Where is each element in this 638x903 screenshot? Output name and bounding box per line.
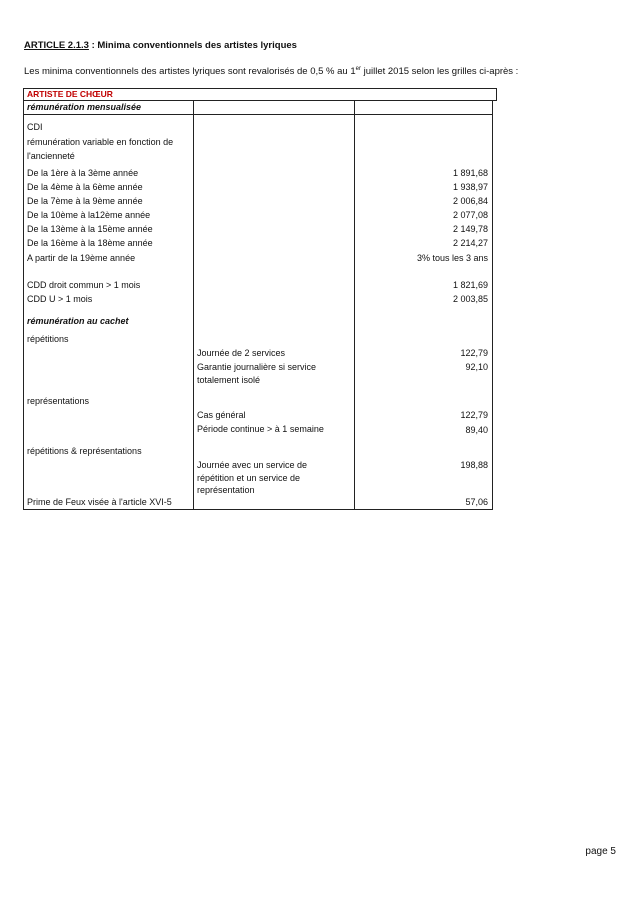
repetition-desc: Journée de 2 services — [197, 348, 286, 358]
page-number: page 5 — [585, 846, 616, 857]
cdd-common-label: CDD droit commun > 1 mois — [27, 280, 141, 290]
representation-desc: Période continue > à 1 semaine — [197, 424, 324, 434]
article-title: : Minima conventionnels des artistes lyriques — [88, 40, 297, 51]
rep-and-rep-desc: Journée avec un service de répétition et un service de représentation — [197, 460, 308, 495]
representation-value: 122,79 — [460, 410, 488, 420]
repetition-value: 122,79 — [460, 348, 488, 358]
seniority-label: De la 10ème à la12ème année — [27, 210, 151, 220]
column-divider — [193, 100, 194, 509]
row-divider — [24, 114, 492, 115]
seniority-value: 2 077,08 — [452, 210, 488, 220]
seniority-value: 2 149,78 — [452, 224, 488, 234]
prime-label: Prime de Feux visée à l'article XVI-5 — [27, 497, 172, 507]
from-19-value: 3% tous les 3 ans — [416, 253, 488, 263]
article-number: ARTICLE 2.1.3 — [24, 40, 89, 51]
seniority-value: 2 006,84 — [452, 196, 488, 206]
cdi-description: rémunération variable en fonction de l'ancienneté — [27, 137, 174, 161]
intro-sup: er — [355, 65, 361, 72]
cddu-label: CDD U > 1 mois — [27, 294, 93, 304]
repetition-desc: Garantie journalière si service totalement isolé — [197, 362, 317, 385]
cdi-label: CDI — [27, 122, 43, 132]
seniority-label: De la 7ème à la 9ème année — [27, 196, 143, 206]
salary-table — [23, 100, 493, 510]
seniority-label: De la 13ème à la 15ème année — [27, 224, 153, 234]
rep-and-rep-value: 198,88 — [460, 460, 488, 470]
intro-paragraph — [24, 66, 518, 77]
repetition-value: 92,10 — [465, 362, 488, 372]
representations-label: représentations — [27, 396, 90, 406]
seniority-label: De la 1ère à la 3ème année — [27, 168, 139, 178]
cddu-value: 2 003,85 — [452, 294, 488, 304]
prime-value: 57,06 — [465, 497, 488, 507]
representation-value: 89,40 — [465, 425, 488, 435]
seniority-label: De la 16ème à la 18ème année — [27, 238, 153, 248]
rep-and-rep-label: répétitions & représentations — [27, 446, 142, 456]
table-title: ARTISTE DE CHŒUR — [23, 88, 497, 101]
column-divider — [354, 100, 355, 509]
cdd-common-value: 1 821,69 — [452, 280, 488, 290]
seniority-value: 2 214,27 — [452, 238, 488, 248]
seniority-value: 1 891,68 — [452, 168, 488, 178]
intro-text: Les minima conventionnels des artistes lyriques sont revalorisés de 0,5 % au 1 — [24, 66, 356, 77]
intro-text-end: juillet 2015 selon les grilles ci-après : — [360, 66, 519, 77]
seniority-label: De la 4ème à la 6ème année — [27, 182, 143, 192]
from-19-label: A partir de la 19ème année — [27, 253, 136, 263]
representation-desc: Cas général — [197, 410, 246, 420]
section-monthly: rémunération mensualisée — [27, 102, 142, 112]
seniority-value: 1 938,97 — [452, 182, 488, 192]
repetitions-label: répétitions — [27, 334, 69, 344]
section-cachet: rémunération au cachet — [27, 316, 129, 326]
article-heading — [24, 40, 297, 51]
